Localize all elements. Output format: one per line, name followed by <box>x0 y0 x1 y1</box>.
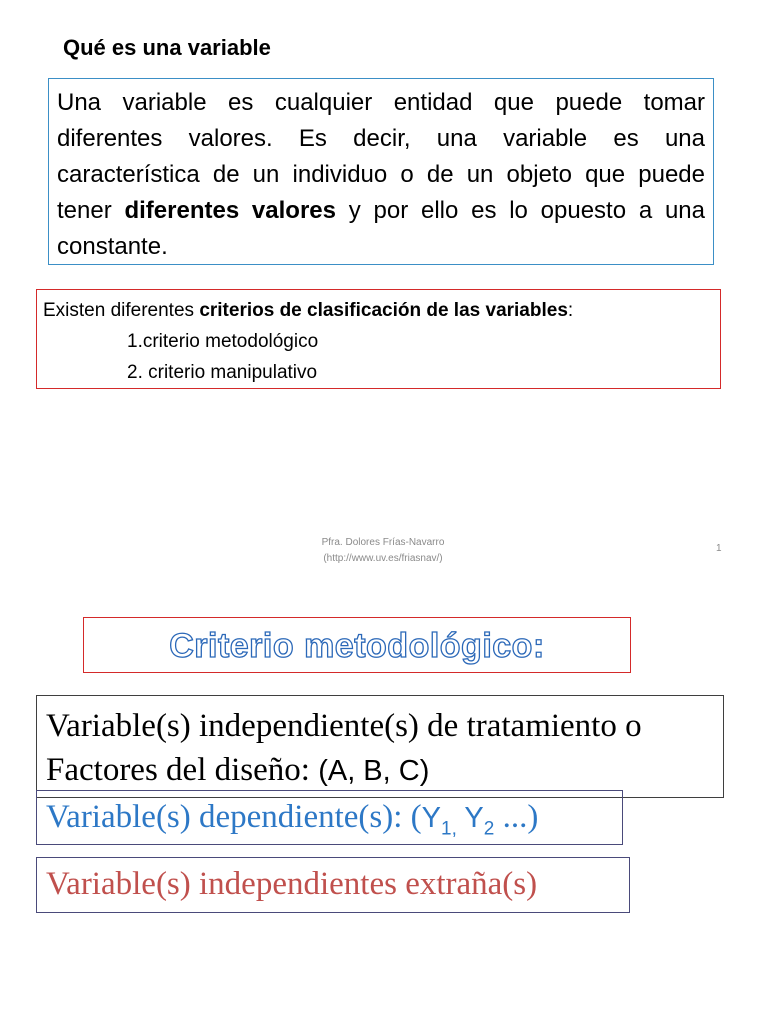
dependent-variable-prefix: Variable(s) dependiente(s): ( <box>46 799 422 835</box>
dependent-sub1: 1, <box>441 818 457 840</box>
footer-url: (http://www.uv.es/friasnav/) <box>323 553 443 564</box>
footer-author: Pfra. Dolores Frías-Navarro <box>321 537 445 548</box>
extraneous-variable-text: Variable(s) independientes extraña(s) <box>46 866 538 902</box>
slide-title: Qué es una variable <box>63 35 271 60</box>
dependent-y1: Y <box>421 802 442 834</box>
independent-variable-text: Variable(s) independiente(s) de tratamiento o Factores del diseño: <box>46 708 642 788</box>
criteria-item-2: 2. criterio manipulativo <box>127 362 318 383</box>
criteria-box <box>36 289 721 389</box>
page-number: 1 <box>716 543 722 554</box>
criteria-intro-end: : <box>567 300 574 321</box>
extraneous-variable-box <box>36 857 630 913</box>
definition-part2: y por ello es lo opuesto a una constante. <box>57 197 705 260</box>
definition-bold: diferentes valores <box>124 197 336 224</box>
methodological-criterion-box <box>83 617 631 673</box>
criteria-intro-text: Existen diferentes <box>43 300 200 321</box>
dependent-sub2: 2 <box>483 818 495 840</box>
criteria-intro-bold: criterios de clasificación de las variables <box>199 300 568 321</box>
criteria-intro <box>43 295 714 326</box>
independent-variable-box <box>36 695 724 798</box>
dependent-variable-box <box>36 790 623 845</box>
definition-text <box>57 85 705 265</box>
independent-variable-factors: (A, B, C) <box>318 755 430 787</box>
dependent-variable-suffix: ...) <box>494 799 539 835</box>
definition-part1: Una variable es cualquier entidad que puede tomar diferentes valores. Es decir, una variable es una característica de un individuo o de un objeto que puede tener <box>57 89 705 224</box>
dependent-y2: Y <box>456 802 484 834</box>
criteria-item-1: 1.criterio metodológico <box>127 331 319 352</box>
footer <box>233 535 533 567</box>
methodological-criterion-title: Criterio metodológico: <box>169 627 545 665</box>
definition-box <box>48 78 714 265</box>
